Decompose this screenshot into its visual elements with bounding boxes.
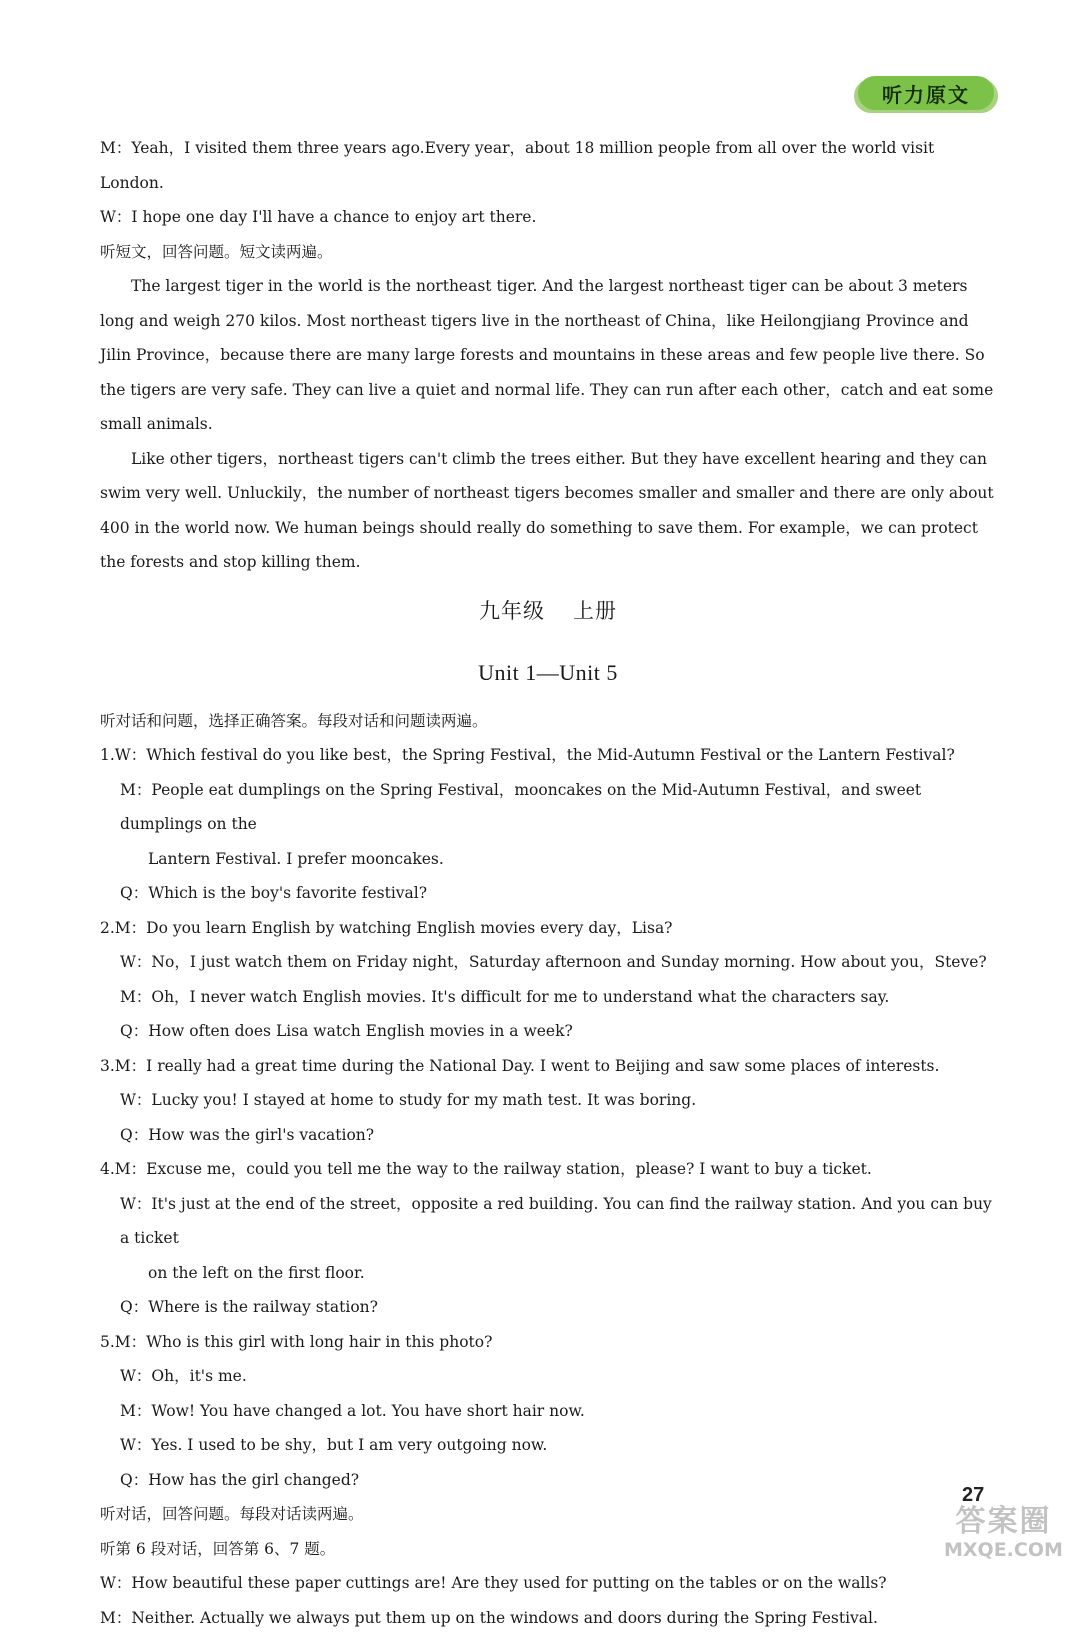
dialogue-line: M：Wow! You have changed a lot. You have short hair now. [100,1394,996,1429]
page-content [100,131,996,1635]
dialogue-line: 2.M：Do you learn English by watching English movies every day，Lisa? [100,911,996,946]
watermark-logo [944,1505,1063,1561]
volume-label: 上册 [573,599,617,623]
text-line: M：Yeah，I visited them three years ago.Every year，about 18 million people from all over the world visit London. [100,131,996,200]
dialogue-line: W：It's just at the end of the street，opposite a red building. You can find the railway station. And you can buy a ticket [100,1187,996,1256]
dialogue-line: 5.M：Who is this girl with long hair in this photo? [100,1325,996,1360]
watermark-text: 答案圈 [944,1505,1063,1539]
dialogue-line: on the left on the first floor. [100,1256,996,1291]
section-badge: 听力原文 [858,76,994,110]
instruction-line: 听对话，回答问题。每段对话读两遍。 [100,1497,996,1532]
dialogue-line: 1.W：Which festival do you like best，the Spring Festival，the Mid-Autumn Festival or the Lantern Festival? [100,738,996,773]
dialogue-line: 4.M：Excuse me，could you tell me the way to the railway station，please? I want to buy a ticket. [100,1152,996,1187]
passage-paragraph: Like other tigers，northeast tigers can't climb the trees either. But they have excellent hearing and they can swim very well. Unluckily，the number of northeast tigers becomes smaller and smaller and there are only about 400 in the world now. We human beings should really do something to save them. For example，we can protect the forests and stop killing them. [100,442,996,580]
dialogue-line: M：People eat dumplings on the Spring Festival，mooncakes on the Mid-Autumn Festival，and sweet dumplings on the [100,773,996,842]
grade-label: 九年级 [479,599,545,623]
question-line: Q：Where is the railway station? [100,1290,996,1325]
instruction-line: 听对话和问题，选择正确答案。每段对话和问题读两遍。 [100,704,996,739]
question-line: Q：Which is the boy's favorite festival? [100,876,996,911]
instruction-line: 听第 6 段对话，回答第 6、7 题。 [100,1532,996,1567]
text-line: W：I hope one day I'll have a chance to enjoy art there. [100,200,996,235]
passage-paragraph: The largest tiger in the world is the northeast tiger. And the largest northeast tiger can be about 3 meters long and weigh 270 kilos. Most northeast tigers live in the northeast of China，like Heilongjiang Province and Jilin Province，because there are many large forests and mountains in these areas and few people live there. So the tigers are very safe. They can live a quiet and normal life. They can run after each other，catch and eat some small animals. [100,269,996,442]
watermark-url: MXQE.COM [944,1539,1063,1561]
dialogue-line: W：Lucky you! I stayed at home to study for my math test. It was boring. [100,1083,996,1118]
dialogue-line: 3.M：I really had a great time during the National Day. I went to Beijing and saw some places of interests. [100,1049,996,1084]
dialogue-line: W：Oh，it's me. [100,1359,996,1394]
dialogue-line: M：Neither. Actually we always put them up on the windows and doors during the Spring Festival. [100,1601,996,1635]
dialogue-line: W：No，I just watch them on Friday night，Saturday afternoon and Sunday morning. How about you，Steve? [100,945,996,980]
question-line: Q：How was the girl's vacation? [100,1118,996,1153]
dialogue-line: Lantern Festival. I prefer mooncakes. [100,842,996,877]
question-line: Q：How often does Lisa watch English movies in a week? [100,1014,996,1049]
dialogue-line: W：Yes. I used to be shy，but I am very outgoing now. [100,1428,996,1463]
dialogue-line: W：How beautiful these paper cuttings are! Are they used for putting on the tables or on the walls? [100,1566,996,1601]
page-number: 27 [962,1484,984,1507]
question-line: Q：How has the girl changed? [100,1463,996,1498]
unit-heading: Unit 1—Unit 5 [100,642,996,704]
instruction-line: 听短文，回答问题。短文读两遍。 [100,235,996,270]
dialogue-line: M：Oh，I never watch English movies. It's difficult for me to understand what the characters say. [100,980,996,1015]
grade-heading [100,580,996,642]
